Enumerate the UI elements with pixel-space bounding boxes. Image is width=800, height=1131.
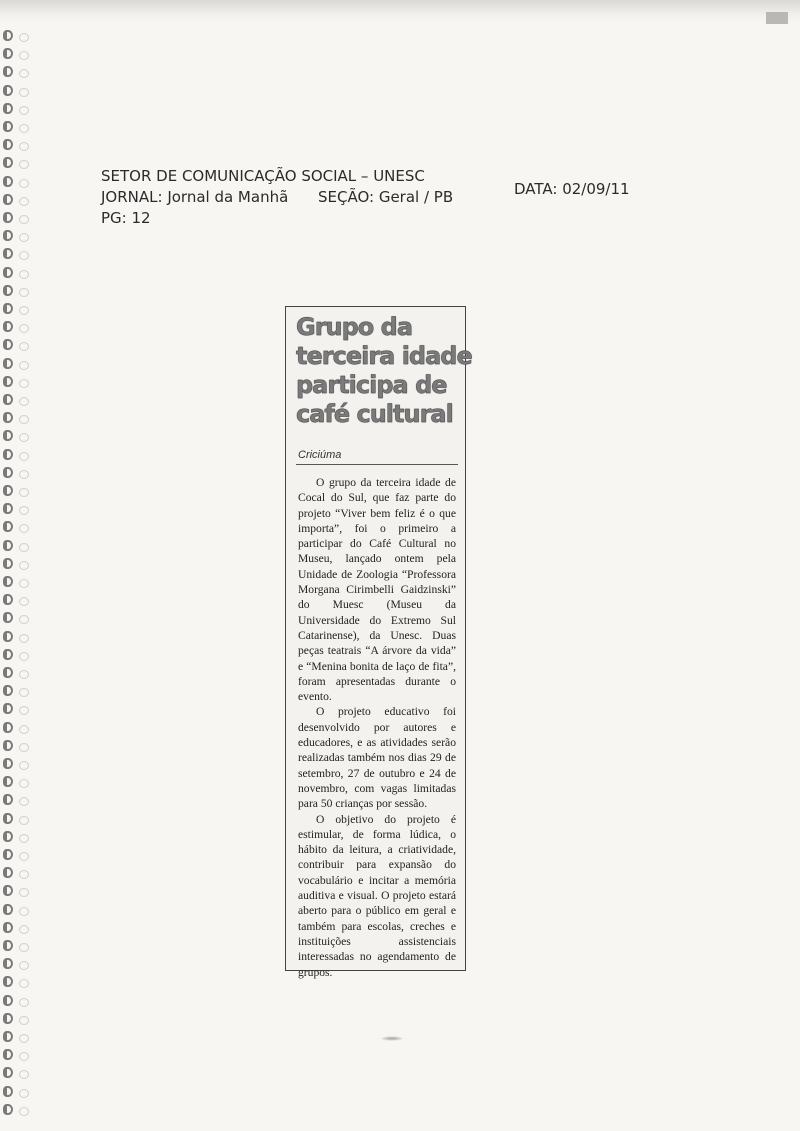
headline-line: participa de <box>296 371 447 399</box>
binding-ring <box>3 339 13 350</box>
binding-ring <box>3 1067 13 1078</box>
binding-ring <box>3 48 13 59</box>
binding-ring <box>3 1086 13 1097</box>
binding-ring <box>3 303 13 314</box>
binding-ring <box>3 230 13 241</box>
spiral-binding <box>0 30 30 1130</box>
binding-ring <box>3 248 13 259</box>
scan-smudge <box>380 1036 404 1041</box>
binding-ring <box>3 667 13 678</box>
binding-ring <box>3 412 13 423</box>
header-page-line <box>101 208 661 229</box>
city-divider <box>296 464 458 465</box>
binding-ring <box>3 1031 13 1042</box>
binding-ring <box>3 103 13 114</box>
binding-ring <box>3 467 13 478</box>
binding-ring <box>3 831 13 842</box>
article-paragraph: O objetivo do projeto é estimular, de forma lúdica, o hábito da leitura, a criatividade, contribuir para expansão do vocabulário e incitar a memória auditiva e visual. O projeto estará aberto para o público em geral e também para escolas, creches e instituições assistenciais interessadas no agendamento de grupos. <box>298 812 456 979</box>
binding-ring <box>3 66 13 77</box>
binding-ring <box>3 285 13 296</box>
binding-ring <box>3 612 13 623</box>
binding-ring <box>3 922 13 933</box>
binding-ring <box>3 594 13 605</box>
binding-ring <box>3 740 13 751</box>
binding-ring <box>3 867 13 878</box>
binding-ring <box>3 30 13 41</box>
binding-ring <box>3 1049 13 1060</box>
binding-ring <box>3 885 13 896</box>
binding-ring <box>3 430 13 441</box>
binding-ring <box>3 649 13 660</box>
headline-line: café cultural <box>296 400 453 428</box>
binding-ring <box>3 176 13 187</box>
binding-ring <box>3 722 13 733</box>
header-section: SEÇÃO: Geral / PB <box>318 188 454 206</box>
binding-ring <box>3 758 13 769</box>
binding-ring <box>3 485 13 496</box>
binding-ring <box>3 558 13 569</box>
binding-ring <box>3 976 13 987</box>
headline-line: Grupo da <box>296 313 413 341</box>
header-journal-line <box>101 180 661 208</box>
binding-ring <box>3 1013 13 1024</box>
binding-ring <box>3 813 13 824</box>
binding-ring <box>3 540 13 551</box>
article-body <box>298 475 456 980</box>
header-journal: JORNAL: Jornal da Manhã <box>101 188 289 206</box>
binding-ring <box>3 576 13 587</box>
binding-ring <box>3 394 13 405</box>
binding-ring <box>3 358 13 369</box>
binding-ring <box>3 631 13 642</box>
binding-ring <box>3 703 13 714</box>
binding-ring <box>3 904 13 915</box>
binding-ring <box>3 776 13 787</box>
binding-ring <box>3 521 13 532</box>
binding-ring <box>3 849 13 860</box>
binding-ring <box>3 940 13 951</box>
binding-ring <box>3 267 13 278</box>
newspaper-clipping <box>285 306 472 979</box>
article-paragraph: O projeto educativo foi desenvolvido por autores e educadores, e as atividades serão realizadas também nos dias 29 de setembro, 27 de outubro e 24 de novembro, com vagas limitadas para 50 crianças por sessão. <box>298 705 456 811</box>
scan-corner-mark <box>766 12 788 24</box>
binding-ring <box>3 121 13 132</box>
binding-ring <box>3 995 13 1006</box>
binding-ring <box>3 85 13 96</box>
binding-ring <box>3 449 13 460</box>
article-headline <box>296 313 472 429</box>
binding-ring <box>3 321 13 332</box>
binding-ring <box>3 958 13 969</box>
binding-ring <box>3 794 13 805</box>
binding-ring <box>3 503 13 514</box>
binding-ring <box>3 194 13 205</box>
scan-top-edge <box>0 0 800 24</box>
header-date: DATA: 02/09/11 <box>514 180 630 198</box>
binding-ring <box>3 1104 13 1115</box>
article-city: Criciúma <box>298 449 342 461</box>
binding-ring <box>3 139 13 150</box>
header-page: PG: 12 <box>101 209 151 227</box>
binding-ring <box>3 212 13 223</box>
binding-ring <box>3 376 13 387</box>
binding-ring <box>3 157 13 168</box>
binding-ring <box>3 685 13 696</box>
headline-line: terceira idade <box>296 342 472 370</box>
clipping-header <box>101 166 661 229</box>
header-sector: SETOR DE COMUNICAÇÃO SOCIAL – UNESC <box>101 167 425 185</box>
article-paragraph: O grupo da terceira idade de Cocal do Sul, que faz parte do projeto “Viver bem feliz é o que importa”, foi o primeiro a participar do Café Cultural no Museu, lançado ontem pela Unidade de Zoologia “Professora Morgana Cirimbelli Gaidzinski” do Muesc (Museu da Universidade do Extremo Sul Catarinense), da Unesc. Duas peças teatrais “A árvore da vida” e “Menina bonita de laço de fita”, foram apresentadas durante o evento. <box>298 476 456 704</box>
